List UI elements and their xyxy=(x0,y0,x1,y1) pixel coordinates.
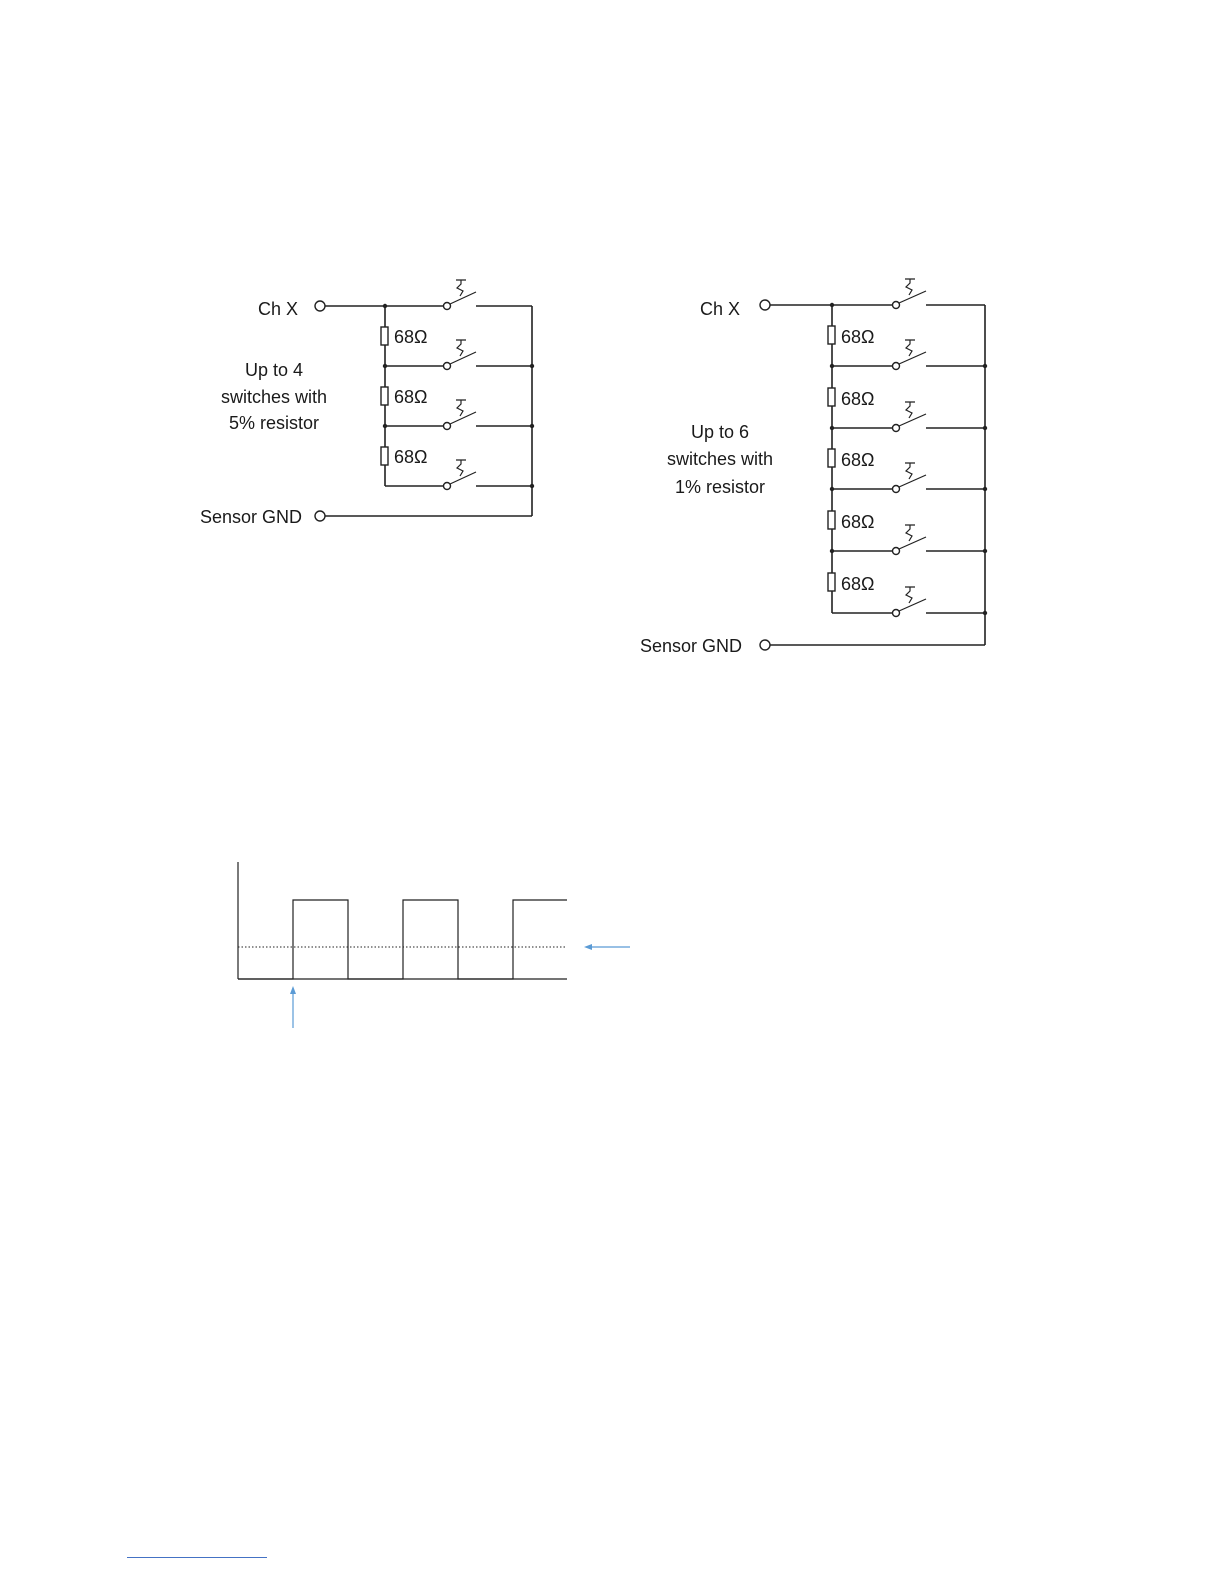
right-input-terminal xyxy=(760,300,770,310)
circuit-right xyxy=(640,279,987,656)
right-resistor-3-label: 68Ω xyxy=(841,450,875,470)
right-ground-terminal xyxy=(760,640,770,650)
circuit-left xyxy=(200,280,534,527)
right-resistor-2-label: 68Ω xyxy=(841,389,875,409)
left-note-line-2: switches with xyxy=(220,387,328,407)
left-resistor-3-label: 68Ω xyxy=(394,447,428,467)
right-resistor-5-label: 68Ω xyxy=(841,574,875,594)
footnote-separator xyxy=(127,1557,267,1558)
left-resistor-1-label: 68Ω xyxy=(394,327,428,347)
left-note-line-1: Up to 4 xyxy=(244,360,304,380)
left-input-terminal xyxy=(315,301,325,311)
left-resistor-1 xyxy=(381,327,388,345)
left-resistor-3 xyxy=(381,447,388,465)
left-resistor-2-label: 68Ω xyxy=(394,387,428,407)
right-note-line-1: Up to 6 xyxy=(690,422,750,442)
right-input-label: Ch X xyxy=(700,299,741,319)
left-note xyxy=(221,360,327,433)
waveform-square-wave xyxy=(238,900,567,979)
left-resistor-2 xyxy=(381,387,388,405)
right-note-line-3: 1% resistor xyxy=(674,477,766,497)
waveform xyxy=(238,862,630,1028)
right-resistor-1-label: 68Ω xyxy=(841,327,875,347)
right-resistor-4 xyxy=(828,511,835,529)
left-ground-label: Sensor GND xyxy=(200,507,303,527)
right-note-line-2: switches with xyxy=(666,449,774,469)
threshold-arrow xyxy=(584,944,630,950)
right-note xyxy=(667,422,773,497)
right-switch-1 xyxy=(830,279,985,309)
rising-edge-arrow xyxy=(290,986,296,1028)
right-ground-label: Sensor GND xyxy=(640,636,743,656)
left-note-line-3: 5% resistor xyxy=(228,413,320,433)
right-resistor-2 xyxy=(828,388,835,406)
left-input-label: Ch X xyxy=(258,299,299,319)
left-switch-1 xyxy=(383,280,532,310)
right-resistor-5 xyxy=(828,573,835,591)
right-resistor-1 xyxy=(828,326,835,344)
left-ground-terminal xyxy=(315,511,325,521)
right-resistor-3 xyxy=(828,449,835,467)
right-resistor-4-label: 68Ω xyxy=(841,512,875,532)
